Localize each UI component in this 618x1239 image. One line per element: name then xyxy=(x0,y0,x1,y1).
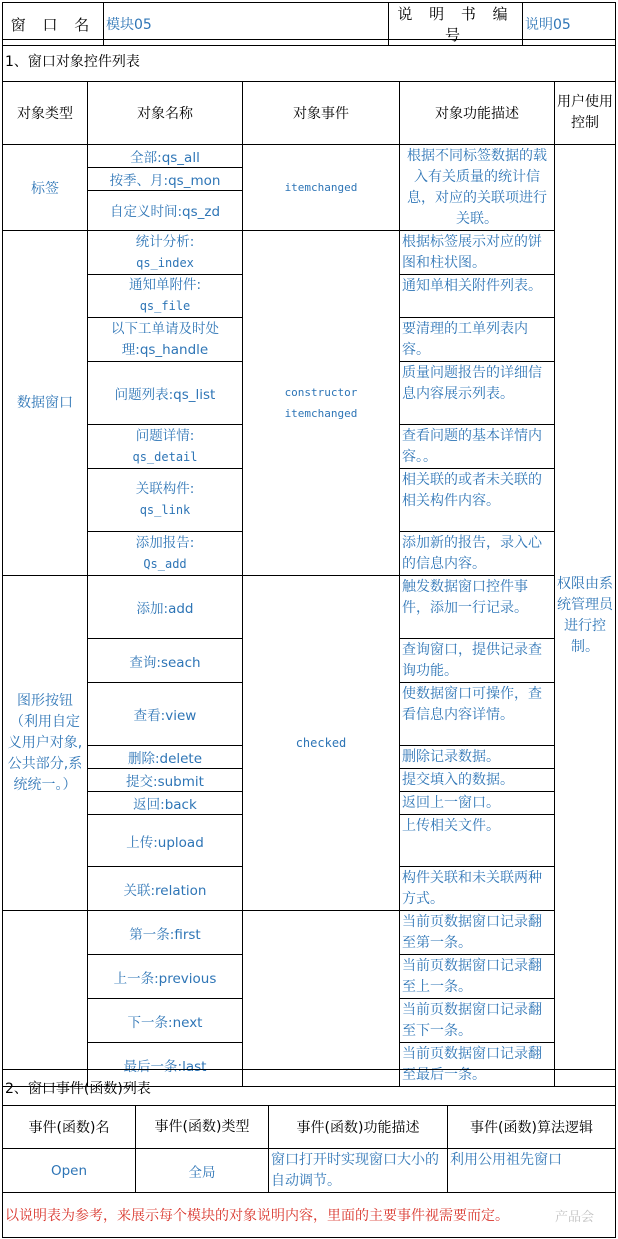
nav-name: 上一条:previous xyxy=(88,955,243,999)
datawin-desc: 相关联的或者未关联的相关构件内容。 xyxy=(400,469,555,532)
tag-name: 全部:qs_all xyxy=(88,145,243,168)
event-desc: 窗口打开时实现窗口大小的自动调节。 xyxy=(269,1149,448,1193)
nav-desc: 当前页数据窗口记录翻至最后一条。 xyxy=(400,1043,555,1087)
col-user-control: 用户使用控制 xyxy=(555,82,616,145)
button-name: 提交:submit xyxy=(88,769,243,792)
col-event-name: 事件(函数)名 xyxy=(3,1106,136,1149)
event-type: 全局 xyxy=(136,1149,269,1193)
datawin-name: 问题列表:qs_list xyxy=(88,362,243,425)
section2-title: 2、窗口事件(函数)列表 xyxy=(3,1070,616,1106)
spec-no-value: 说明05 xyxy=(523,3,616,46)
window-name-value: 模块05 xyxy=(104,3,389,46)
object-control-table xyxy=(2,39,616,1087)
datawin-name: 问题详情: qs_detail xyxy=(88,425,243,469)
datawin-desc: 通知单相关附件列表。 xyxy=(400,275,555,318)
nav-event-empty xyxy=(243,911,400,1087)
datawin-desc: 查看问题的基本详情内容。。 xyxy=(400,425,555,469)
button-name: 关联:relation xyxy=(88,867,243,911)
datawin-name: 添加报告: Qs_add xyxy=(88,532,243,576)
section1-title: 1、窗口对象控件列表 xyxy=(3,40,616,82)
nav-name: 第一条:first xyxy=(88,911,243,955)
datawin-desc: 添加新的报告，录入心的信息内容。 xyxy=(400,532,555,576)
datawin-desc: 要清理的工单列表内容。 xyxy=(400,318,555,362)
event-name: Open xyxy=(3,1149,136,1193)
tag-type: 标签 xyxy=(3,145,88,231)
datawin-name: 关联构件: qs_link xyxy=(88,469,243,532)
tag-desc: 根据不同标签数据的载入有关质量的统计信息，对应的关联项进行关联。 xyxy=(400,145,555,231)
button-desc: 查询窗口，提供记录查询功能。 xyxy=(400,639,555,683)
datawin-name: 通知单附件: qs_file xyxy=(88,275,243,318)
button-name: 查看:view xyxy=(88,683,243,746)
button-desc: 触发数据窗口控件事件，添加一行记录。 xyxy=(400,576,555,639)
datawin-name: 统计分析: qs_index xyxy=(88,231,243,275)
footer-note: 以说明表为参考，来展示每个模块的对象说明内容，里面的主要事件视需要而定。 xyxy=(3,1193,616,1238)
window-name-label: 窗 口 名 xyxy=(3,3,104,46)
col-event-desc: 事件(函数)功能描述 xyxy=(269,1106,448,1149)
nav-desc: 当前页数据窗口记录翻至下一条。 xyxy=(400,999,555,1043)
user-control-cell: 权限由系统管理员进行控制。 xyxy=(555,145,616,1087)
datawin-type: 数据窗口 xyxy=(3,231,88,576)
datawin-name: 以下工单请及时处 理:qs_handle xyxy=(88,318,243,362)
datawin-desc: 根据标签展示对应的饼图和柱状图。 xyxy=(400,231,555,275)
button-desc: 删除记录数据。 xyxy=(400,746,555,769)
nav-name: 最后一条:last xyxy=(88,1043,243,1087)
button-desc: 上传相关文件。 xyxy=(400,815,555,867)
nav-type-empty xyxy=(3,911,88,1087)
datawin-event: constructor itemchanged xyxy=(243,231,400,576)
col-event-type: 事件(函数)类型 xyxy=(136,1106,269,1149)
watermark: 产品会 xyxy=(554,1210,594,1225)
tag-name: 按季、月:qs_mon xyxy=(88,167,243,190)
button-name: 返回:back xyxy=(88,792,243,815)
button-name: 添加:add xyxy=(88,576,243,639)
event-function-table xyxy=(2,1069,616,1238)
button-event: checked xyxy=(243,576,400,911)
button-name: 上传:upload xyxy=(88,815,243,867)
button-desc: 构件关联和未关联两种方式。 xyxy=(400,867,555,911)
button-type: 图形按钮（利用自定义用户对象,公共部分,系统统一。） xyxy=(3,576,88,911)
event-logic: 利用公用祖先窗口 xyxy=(448,1149,616,1193)
tag-name: 自定义时间:qs_zd xyxy=(88,190,243,230)
button-desc: 使数据窗口可操作，查看信息内容详情。 xyxy=(400,683,555,746)
col-event-logic: 事件(函数)算法逻辑 xyxy=(448,1106,616,1149)
col-object-name: 对象名称 xyxy=(88,82,243,145)
spec-no-label: 说 明 书 编 号 xyxy=(389,3,523,46)
nav-name: 下一条:next xyxy=(88,999,243,1043)
col-object-desc: 对象功能描述 xyxy=(400,82,555,145)
nav-desc: 当前页数据窗口记录翻至上一条。 xyxy=(400,955,555,999)
nav-desc: 当前页数据窗口记录翻至第一条。 xyxy=(400,911,555,955)
col-object-type: 对象类型 xyxy=(3,82,88,145)
datawin-desc: 质量问题报告的详细信息内容展示列表。 xyxy=(400,362,555,425)
button-desc: 返回上一窗口。 xyxy=(400,792,555,815)
col-object-event: 对象事件 xyxy=(243,82,400,145)
tag-event: itemchanged xyxy=(243,145,400,231)
button-name: 删除:delete xyxy=(88,746,243,769)
button-desc: 提交填入的数据。 xyxy=(400,769,555,792)
button-name: 查询:seach xyxy=(88,639,243,683)
